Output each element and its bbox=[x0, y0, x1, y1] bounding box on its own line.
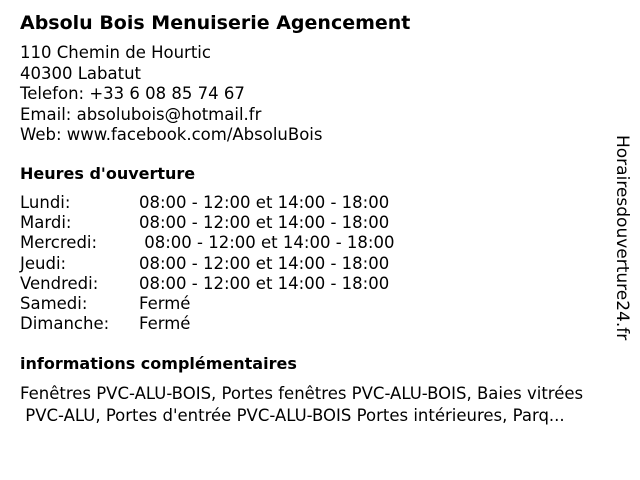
email-address: Email: absolubois@hotmail.fr bbox=[20, 104, 262, 124]
info-line: Fenêtres PVC-ALU-BOIS, Portes fenêtres PVC-ALU-BOIS, Baies vitrées bbox=[20, 384, 584, 403]
site-watermark: Horairesdouverture24.fr bbox=[612, 135, 632, 341]
info-line: PVC-ALU, Portes d'entrée PVC-ALU-BOIS Portes intérieures, Parq... bbox=[20, 406, 565, 425]
day-label: Jeudi: bbox=[20, 253, 67, 273]
day-hours: 08:00 - 12:00 et 14:00 - 18:00 bbox=[139, 193, 390, 212]
day-hours: 08:00 - 12:00 et 14:00 - 18:00 bbox=[139, 233, 395, 253]
day-label: Mardi: bbox=[20, 213, 72, 233]
additional-info-text bbox=[20, 383, 632, 427]
phone-number: Telefon: +33 6 08 85 74 67 bbox=[20, 84, 245, 103]
day-label: Vendredi: bbox=[20, 273, 99, 293]
website-link: Web: www.facebook.com/AbsoluBois bbox=[20, 125, 323, 144]
day-hours: 08:00 - 12:00 et 14:00 - 18:00 bbox=[139, 213, 390, 233]
day-hours: Fermé bbox=[139, 314, 191, 334]
day-label: Dimanche: bbox=[20, 314, 110, 334]
day-hours: 08:00 - 12:00 et 14:00 - 18:00 bbox=[139, 273, 390, 293]
day-hours: Fermé bbox=[139, 293, 191, 313]
day-label: Mercredi: bbox=[20, 233, 98, 253]
business-name: Absolu Bois Menuiserie Agencement bbox=[20, 12, 411, 34]
address-city: 40300 Labatut bbox=[20, 63, 142, 83]
opening-hours-title: Heures d'ouverture bbox=[20, 164, 196, 183]
address-street: 110 Chemin de Hourtic bbox=[20, 43, 211, 62]
day-hours: 08:00 - 12:00 et 14:00 - 18:00 bbox=[139, 253, 390, 273]
contact-block bbox=[20, 43, 323, 146]
additional-info-title: informations complémentaires bbox=[20, 354, 297, 373]
day-label: Samedi: bbox=[20, 293, 88, 313]
day-label: Lundi: bbox=[20, 193, 71, 212]
